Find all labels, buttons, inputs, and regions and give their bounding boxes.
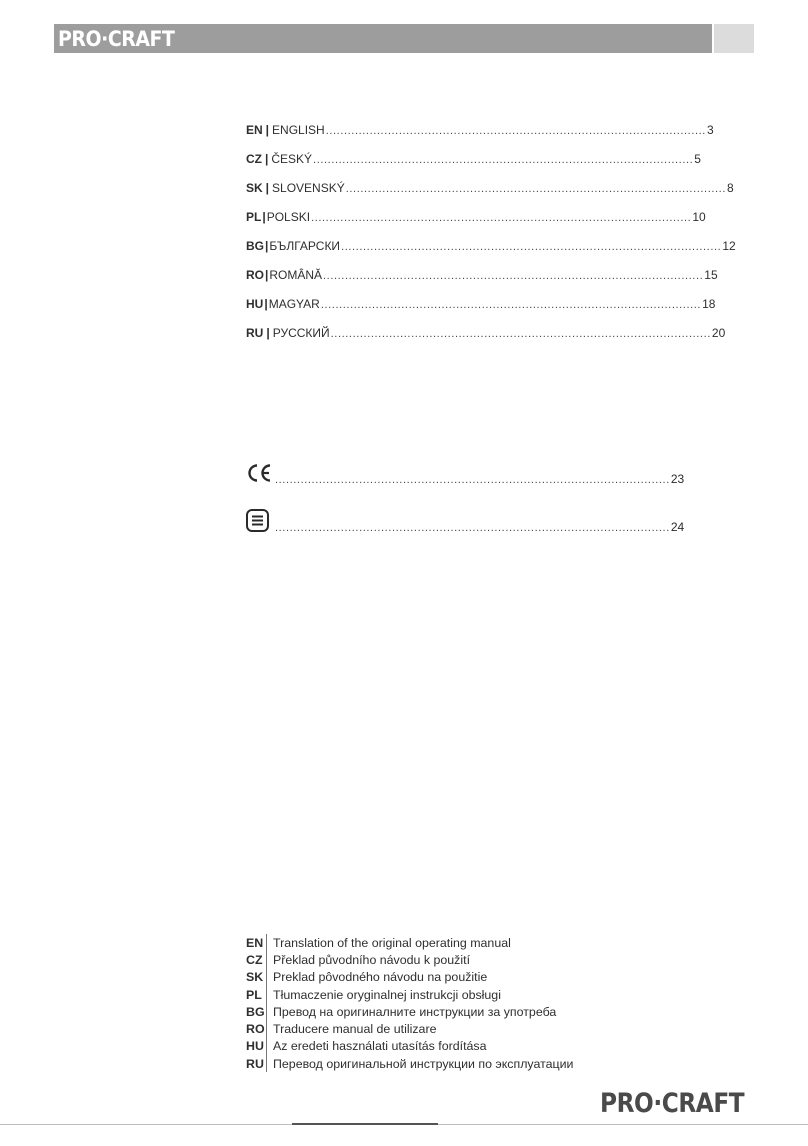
brand-logo-top: PRO·CRAFT: [58, 27, 175, 51]
brand-logo-bottom: PRO·CRAFT: [600, 1088, 745, 1119]
toc-code: RU: [246, 326, 264, 340]
translation-row: CZ Překlad původního návodu k použití: [246, 952, 471, 967]
toc-language: ROMÂNĂ: [269, 268, 323, 282]
toc-code: RO: [246, 268, 264, 282]
translation-row: RO Traducere manual de utilizare: [246, 1022, 437, 1037]
toc-entry-product-notes[interactable]: ............................................................................................................ 24: [244, 508, 563, 534]
toc-page: 18: [702, 297, 716, 311]
toc-entry-sk[interactable]: SK | SLOVENSKÝ ........................................................................................................ 8: [246, 181, 734, 195]
translation-row: HU Az eredeti használati utasítás fordítása: [246, 1039, 487, 1054]
toc-code: CZ: [246, 152, 262, 166]
toc-language: ČESKÝ: [271, 152, 313, 166]
toc-entry-ru[interactable]: RU | РУССКИЙ ........................................................................................................ 20: [246, 326, 726, 340]
toc-page: 10: [692, 210, 706, 224]
toc-code: HU: [246, 297, 264, 311]
toc-code: PL: [246, 210, 262, 224]
toc-entry-bg[interactable]: BG | БЪЛГАРСКИ ........................................................................................................ 12: [246, 239, 736, 253]
toc-page: 15: [704, 268, 718, 282]
list-document-icon: [244, 508, 274, 534]
toc-entry-ce-declaration[interactable]: ............................................................................................................ 23: [244, 460, 563, 486]
toc-language: ENGLISH: [272, 123, 325, 137]
toc-page: 12: [722, 239, 736, 253]
toc-code: BG: [246, 239, 264, 253]
toc-entry-ro[interactable]: RO | ROMÂNĂ ........................................................................................................ 15: [246, 268, 718, 282]
toc-entry-hu[interactable]: HU | MAGYAR ........................................................................................................ 18: [246, 297, 716, 311]
toc-page: 24: [670, 520, 685, 534]
toc-page: 3: [706, 123, 714, 137]
toc-page: 23: [670, 472, 685, 486]
header-bar-end: [714, 24, 754, 53]
toc-language: MAGYAR: [268, 297, 320, 311]
translation-row: RU Перевод оригинальной инструкции по эксплуатации: [246, 1056, 574, 1071]
translation-notes: [246, 934, 586, 1072]
toc-code: EN: [246, 123, 263, 137]
toc-page: 20: [711, 326, 726, 340]
table-of-contents: [246, 108, 736, 340]
toc-code: SK: [246, 181, 263, 195]
translation-row: SK Preklad pôvodného návodu na použitie: [246, 970, 488, 985]
translation-row: EN Translation of the original operating manual: [246, 935, 511, 950]
toc-language: SLOVENSKÝ: [272, 181, 345, 195]
toc-language: POLSKI: [266, 210, 311, 224]
toc-language: БЪЛГАРСКИ: [269, 239, 341, 253]
translation-row: PL Tłumaczenie oryginalnej instrukcji obsługi: [246, 987, 501, 1002]
toc-entry-en[interactable]: EN | ENGLISH ........................................................................................................ 3: [246, 123, 714, 137]
ce-mark-icon: [244, 460, 274, 486]
toc-page: 8: [726, 181, 734, 195]
toc-entry-cz[interactable]: CZ | ČESKÝ ........................................................................................................ 5: [246, 152, 701, 166]
toc-page: 5: [694, 152, 701, 166]
toc-language: РУССКИЙ: [272, 326, 330, 340]
translation-row: BG Превод на оригиналните инструкции за употреба: [246, 1004, 557, 1019]
footer-rule-accent: [292, 1123, 438, 1125]
toc-entry-pl[interactable]: PL | POLSKI ........................................................................................................ 10: [246, 210, 706, 224]
